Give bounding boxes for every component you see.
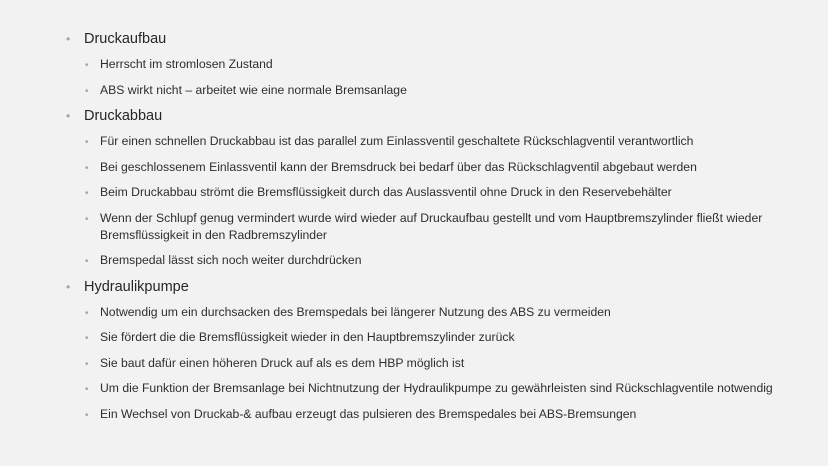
- list-item: [66, 82, 806, 99]
- list-item: [66, 252, 806, 269]
- section-heading: [66, 30, 806, 49]
- list-item: [66, 184, 806, 201]
- heading-text: Druckabbau: [84, 108, 163, 124]
- bullet-icon: •: [85, 137, 89, 148]
- bullet-icon: •: [85, 162, 89, 174]
- list-item-text: Bei geschlossenem Einlassventil kann der Bremsdruck bei bedarf über das Rückschlagventil abgebaut werden: [100, 159, 697, 174]
- list-item: [66, 304, 806, 321]
- bullet-icon: •: [85, 409, 89, 421]
- list-item: [66, 133, 806, 150]
- bullet-icon: •: [85, 256, 89, 267]
- list-item-text: Um die Funktion der Bremsanlage bei Nichtnutzung der Hydraulikpumpe zu gewährleisten sind Rückschlagventile notwendig: [100, 381, 773, 395]
- list-item-text: Ein Wechsel von Druckab-& aufbau erzeugt das pulsieren des Bremspedales bei ABS-Bremsungen: [100, 406, 637, 421]
- bullet-icon: •: [66, 109, 71, 123]
- section-heading: [66, 107, 806, 126]
- section-druckabbau: [66, 107, 806, 269]
- bullet-icon: •: [66, 279, 71, 294]
- list-item: [66, 406, 806, 423]
- list-item-text: Sie fördert die die Bremsflüssigkeit wieder in den Hauptbremszylinder zurück: [100, 330, 515, 344]
- bullet-icon: •: [85, 85, 89, 97]
- heading-text: Hydraulikpumpe: [84, 278, 189, 295]
- list-item: [66, 159, 806, 176]
- list-item-text: Sie baut dafür einen höheren Druck auf als es dem HBP möglich ist: [100, 355, 465, 370]
- bullet-icon: •: [85, 213, 89, 225]
- bullet-icon: •: [85, 333, 89, 344]
- list-item-text: Für einen schnellen Druckabbau ist das parallel zum Einlassventil geschaltete Rückschlagventil verantwortlich: [100, 134, 694, 148]
- bullet-icon: •: [85, 60, 89, 71]
- heading-text: Druckaufbau: [84, 31, 167, 47]
- bullet-list: [66, 30, 806, 431]
- list-item: [66, 380, 806, 397]
- list-item-text: Wenn der Schlupf genug vermindert wurde wird wieder auf Druckaufbau gestellt und vom Hauptbremszylinder fließt wieder Bremsflüssigkeit in den Radbremszylinder: [100, 210, 763, 242]
- bullet-icon: •: [85, 384, 89, 395]
- list-item: [66, 355, 806, 372]
- list-item-text: Bremspedal lässt sich noch weiter durchdrücken: [100, 253, 362, 267]
- bullet-icon: •: [85, 307, 89, 319]
- list-item: [66, 56, 806, 73]
- list-item-text: Notwendig um ein durchsacken des Bremspedals bei längerer Nutzung des ABS zu vermeiden: [100, 304, 611, 319]
- section-druckaufbau: [66, 30, 806, 99]
- list-item: [66, 210, 806, 244]
- bullet-icon: •: [85, 188, 89, 199]
- section-hydraulikpumpe: [66, 278, 806, 423]
- bullet-icon: •: [66, 32, 71, 46]
- list-item: [66, 329, 806, 346]
- list-item-text: ABS wirkt nicht – arbeitet wie eine normale Bremsanlage: [100, 82, 407, 97]
- list-item-text: Herrscht im stromlosen Zustand: [100, 57, 273, 71]
- list-item-text: Beim Druckabbau strömt die Bremsflüssigkeit durch das Auslassventil ohne Druck in den Reservebehälter: [100, 185, 672, 199]
- section-heading: [66, 278, 806, 297]
- bullet-icon: •: [85, 358, 89, 370]
